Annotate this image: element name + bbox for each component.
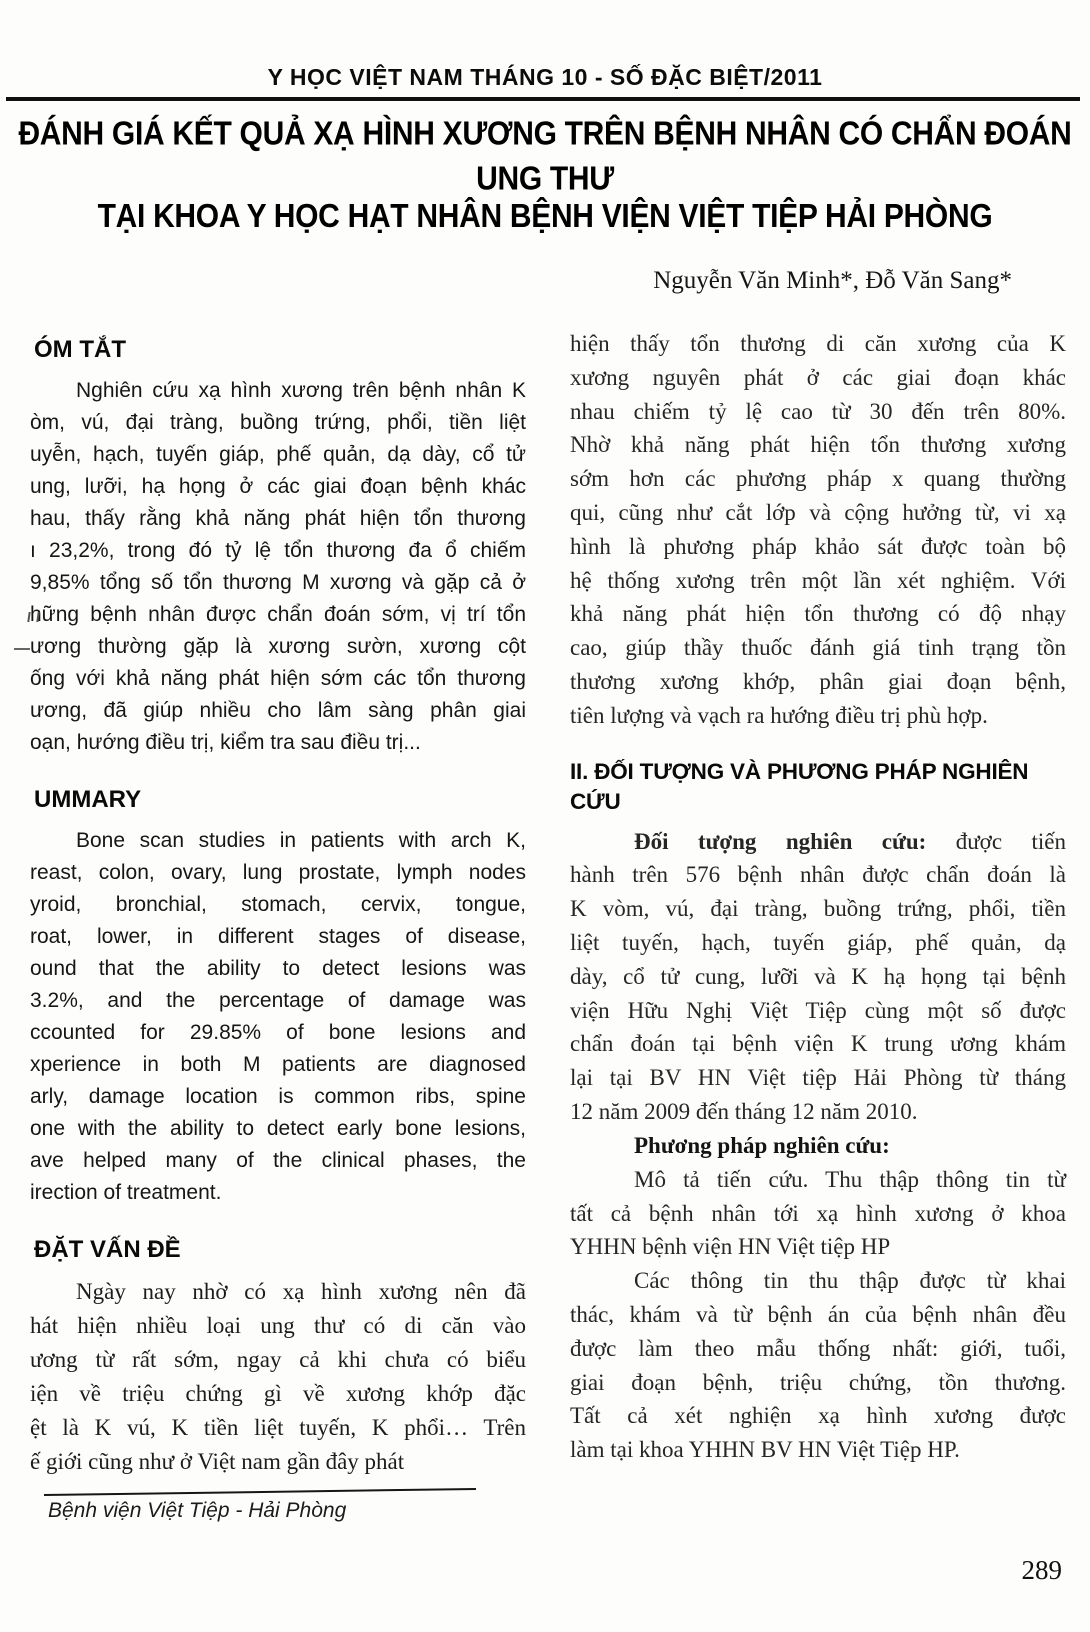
text-line: ống với khả năng phát hiện sớm các tổn thương <box>30 667 526 690</box>
left-column <box>30 327 526 1632</box>
article-title <box>0 117 1090 237</box>
right-column <box>570 327 1066 1632</box>
text-line: irection of treatment. <box>30 1181 222 1204</box>
text-line: khả năng phát hiện tổn thương có độ nhạy <box>570 601 1066 627</box>
text-line: thương xương khớp, phân giai đoạn bệnh, <box>570 668 1066 694</box>
text-line <box>570 825 1066 859</box>
text-line: Ngày nay nhờ có xạ hình xương nên đã <box>76 1279 526 1304</box>
article-authors: Nguyễn Văn Minh*, Đỗ Văn Sang* <box>653 267 1012 294</box>
text-line: sớm hơn các phương pháp x quang thường <box>570 466 1066 492</box>
text-line: tất cả bệnh nhân tới xạ hình xương ở khoa <box>570 1200 1066 1226</box>
article-title-line1: ĐÁNH GIÁ KẾT QUẢ XẠ HÌNH XƯƠNG TRÊN BỆNH NHÂN CÓ CHẨN ĐOÁN UNG THƯ <box>18 115 1072 198</box>
text-line: giai đoạn bệnh, triệu chứng, tồn thương. <box>570 1369 1066 1395</box>
text-line: hát hiện nhiều loại ung thư có di căn vào <box>30 1313 526 1338</box>
text-line: Nhờ khả năng phát hiện tổn thương xương <box>570 432 1066 458</box>
text-line: tiên lượng và vạch ra hướng điều trị phù hợp. <box>570 702 988 728</box>
text-line: được làm theo mẫu thống nhất: giới, tuổi, <box>570 1335 1066 1361</box>
text-line: hiện thấy tổn thương di căn xương của K <box>570 331 1066 356</box>
text-line: uyễn, hạch, tuyến giáp, phế quản, dạ dày, cổ tử <box>30 443 526 466</box>
text-line: xương nguyên phát ở các giai đoạn khác <box>570 364 1066 390</box>
header-rule <box>6 97 1080 101</box>
text-line: Tất cả xét nghiện xạ hình xương được <box>570 1403 1066 1429</box>
text-line: qui, cũng như cắt lớp và cộng hưởng từ, vi xạ <box>570 499 1066 525</box>
text-line: liệt tuyến, hạch, tuyến giáp, phế quản, dạ <box>570 929 1066 955</box>
two-column-body <box>30 327 1066 1632</box>
introduction-heading: ĐẶT VẤN ĐỀ <box>34 1236 181 1263</box>
text-line: làm tại khoa YHHN BV HN Việt Tiệp HP. <box>570 1437 960 1463</box>
subjects-lead-label: Đối tượng nghiên cứu: <box>634 828 927 854</box>
text-line: reast, colon, ovary, lung prostate, lymph nodes <box>30 861 526 884</box>
text-line: dày, cổ tử cung, lưỡi và K hạ họng tại bệnh <box>570 963 1066 989</box>
text-line: arly, damage location is common ribs, spine <box>30 1085 526 1108</box>
text-line: Bone scan studies in patients with arch K, <box>76 829 526 852</box>
scan-artifact <box>27 612 39 622</box>
summary-heading: UMMARY <box>34 786 142 813</box>
scan-artifact <box>14 648 30 650</box>
study-subjects-paragraph <box>570 825 1066 1129</box>
summary-english-paragraph <box>30 825 526 1209</box>
text-line: xperience in both M patients are diagnosed <box>30 1053 526 1076</box>
text-line: K vòm, vú, đại tràng, buồng trứng, phổi, tiền <box>570 896 1066 922</box>
text-line: hệ thống xương trên một lần xét nghiệm. Với <box>570 567 1066 593</box>
text-line: ound that the ability to detect lesions was <box>30 957 526 980</box>
text-line: hau, thấy rằng khả năng phát hiện tổn thương <box>30 507 526 530</box>
text-line: Nghiên cứu xạ hình xương trên bệnh nhân K <box>76 379 526 402</box>
text-line: Mô tả tiến cứu. Thu thập thông tin từ <box>634 1166 1066 1192</box>
text-line: chẩn đoán tại bệnh viện K trung ương khám <box>570 1031 1066 1057</box>
text-line: ương từ rất sớm, ngay cả khi chưa có biểu <box>30 1347 526 1372</box>
text-line: ı 23,2%, trong đó tỷ lệ tổn thương đa ổ chiếm <box>30 539 526 562</box>
introduction-paragraph <box>30 1275 526 1479</box>
abstract-heading: ÓM TẮT <box>34 336 126 363</box>
text-line: Các thông tin thu thập được từ khai <box>634 1268 1066 1294</box>
subjects-lead-rest: được tiến <box>955 828 1066 854</box>
text-line: 12 năm 2009 đến tháng 12 năm 2010. <box>570 1098 918 1124</box>
page-number: 289 <box>1021 1555 1062 1585</box>
text-line: ệt là K vú, K tiền liệt tuyến, K phổi… Trên <box>30 1415 526 1440</box>
text-line: ung, lưỡi, hạ họng ở các giai đoạn bệnh khác <box>30 475 526 498</box>
text-line: hành trên 576 bệnh nhân được chẩn đoán là <box>570 862 1066 888</box>
text-line: thác, khám và từ bệnh án của bệnh nhân đều <box>570 1301 1066 1327</box>
footnote-affiliation: Bệnh viện Việt Tiệp - Hải Phòng <box>48 1499 347 1522</box>
text-line: oạn, hướng điều trị, kiểm tra sau điều trị... <box>30 731 421 754</box>
text-line: lại tại BV HN Việt tiệp Hải Phòng từ tháng <box>570 1065 1066 1091</box>
subjects-lines <box>570 858 1066 1128</box>
methods-section-heading: II. ĐỐI TƯỢNG VÀ PHƯƠNG PHÁP NGHIÊN CỨU <box>570 758 1029 814</box>
text-line: nhau chiếm tỷ lệ cao từ 30 đến trên 80%. <box>570 398 1066 424</box>
article-title-line2: TẠI KHOA Y HỌC HẠT NHÂN BỆNH VIỆN VIỆT TIỆP HẢI PHÒNG <box>97 197 993 235</box>
text-line: 3.2%, and the percentage of damage was <box>30 989 526 1012</box>
text-line: ương, đã giúp nhiều cho lâm sàng phân giai <box>30 699 526 722</box>
text-line: 9,85% tổng số tổn thương M xương và gặp cả ở <box>30 571 526 594</box>
text-line: viện Hữu Nghị Việt Tiệp cùng một số được <box>570 997 1066 1023</box>
text-line: one with the ability to detect early bone lesions, <box>30 1117 526 1140</box>
text-line: òm, vú, đại tràng, buồng trứng, phổi, tiền liệt <box>30 411 526 434</box>
text-line: hững bệnh nhân được chẩn đoán sớm, vị trí tổn <box>30 603 526 626</box>
continued-intro-paragraph <box>570 327 1066 733</box>
footnote-rule <box>44 1488 476 1496</box>
text-line: iện về triệu chứng gì về xương khớp đặc <box>30 1381 526 1406</box>
text-line: roat, lower, in different stages of disease, <box>30 925 526 948</box>
method-paragraph-2 <box>570 1264 1066 1467</box>
text-line: hình là phương pháp khảo sát được toàn bộ <box>570 533 1066 559</box>
journal-header: Y HỌC VIỆT NAM THÁNG 10 - SỐ ĐẶC BIỆT/2011 <box>267 64 823 90</box>
text-line: ave helped many of the clinical phases, the <box>30 1149 526 1172</box>
abstract-vietnamese-paragraph <box>30 375 526 759</box>
text-line: cao, giúp thầy thuốc đánh giá tinh trạng tồn <box>570 635 1066 661</box>
method-paragraph-1 <box>570 1163 1066 1264</box>
text-line: ương thường gặp là xương sườn, xương cột <box>30 635 526 658</box>
text-line: ccounted for 29.85% of bone lesions and <box>30 1021 526 1044</box>
method-subheading: Phương pháp nghiên cứu: <box>634 1132 890 1158</box>
text-line: ế giới cũng như ở Việt nam gần đây phát <box>30 1449 405 1474</box>
text-line: yroid, bronchial, stomach, cervix, tongue, <box>30 893 526 916</box>
text-line: YHHN bệnh viện HN Việt tiệp HP <box>570 1234 891 1260</box>
